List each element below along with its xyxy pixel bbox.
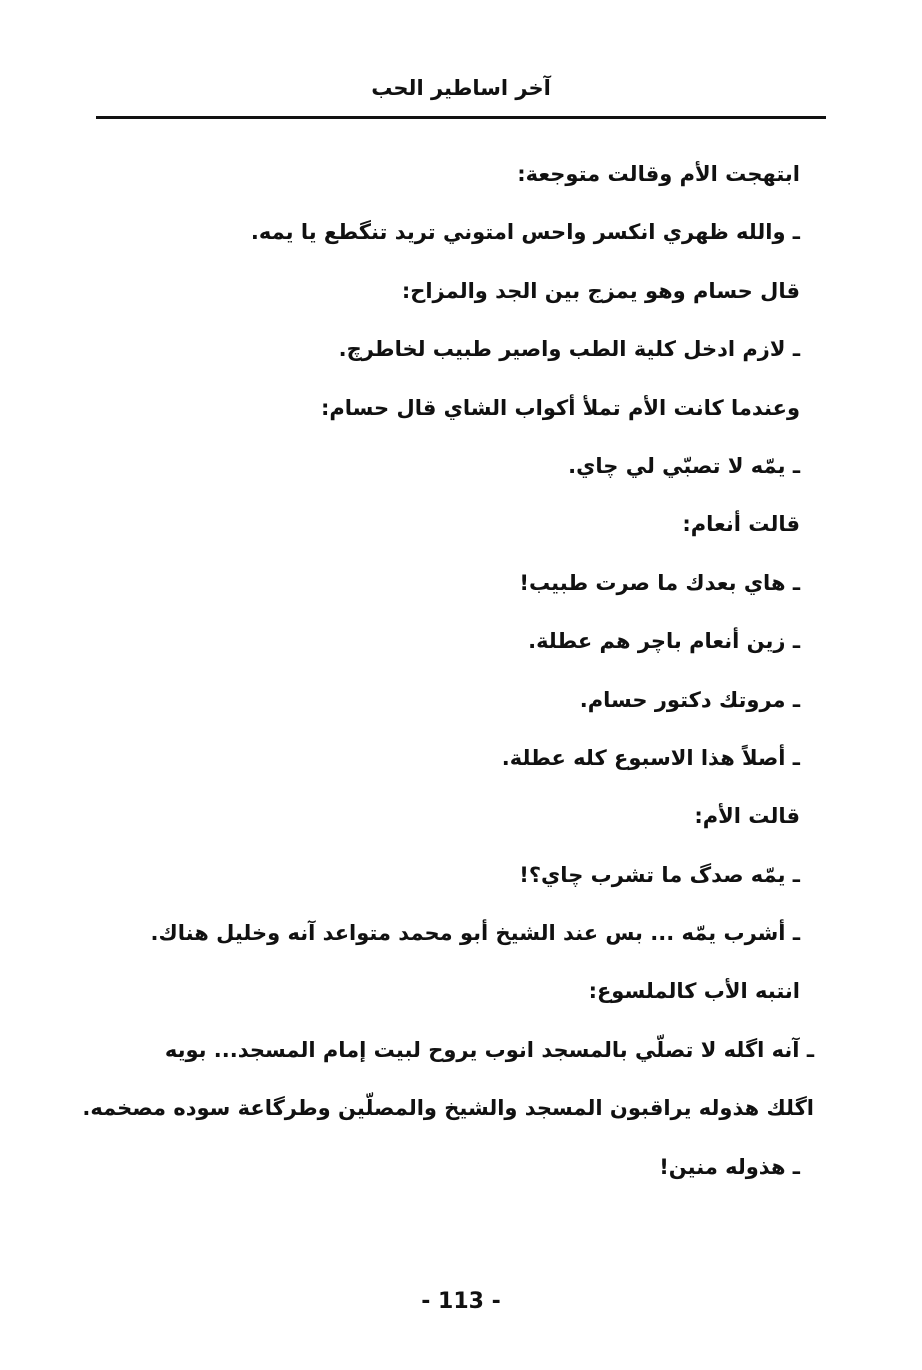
text-line: ـ والله ظهري انكسر واحس امتوني تريد تنگطع يا يمه. [250, 220, 800, 245]
header-divider [96, 116, 826, 119]
text-line: ـ زين أنعام باچر هم عطلة. [528, 629, 800, 654]
running-header-title: آخر اساطير الحب [371, 76, 551, 100]
body-text [82, 145, 814, 1196]
text-line: ـ آنه اگله لا تصلّي بالمسجد انوب يروح لبيت إمام المسجد... بويه [164, 1037, 814, 1062]
text-line: ـ هذوله منين! [659, 1154, 800, 1179]
text-line: ـ يمّه لا تصبّي لي چاي. [568, 453, 800, 478]
text-line: ـ يمّه صدگ ما تشرب چاي؟! [519, 862, 800, 887]
text-line: اگلك هذوله يراقبون المسجد والشيخ والمصلّين وطرگاعة سوده مصخمه. [82, 1096, 814, 1121]
text-line: وعندما كانت الأم تملأ أكواب الشاي قال حسام: [320, 395, 800, 420]
text-line: ـ مروتك دكتور حسام. [579, 687, 800, 712]
page-number: - 113 - [421, 1289, 501, 1314]
text-line: ـ أشرب يمّه ... بس عند الشيخ أبو محمد متواعد آنه وخليل هناك. [150, 921, 800, 946]
text-line: قالت أنعام: [682, 512, 800, 537]
text-line: قالت الأم: [694, 804, 800, 829]
text-line: ـ هاي بعدك ما صرت طبيب! [519, 570, 800, 595]
text-line: ـ أصلاً هذا الاسبوع كله عطلة. [501, 745, 800, 770]
text-line: انتبه الأب كالملسوع: [588, 979, 800, 1004]
text-line: قال حسام وهو يمزج بين الجد والمزاح: [401, 278, 800, 303]
text-line: ـ لازم ادخل كلية الطب واصير طبيب لخاطرچ. [338, 337, 800, 362]
text-line: ابتهجت الأم وقالت متوجعة: [517, 162, 800, 186]
